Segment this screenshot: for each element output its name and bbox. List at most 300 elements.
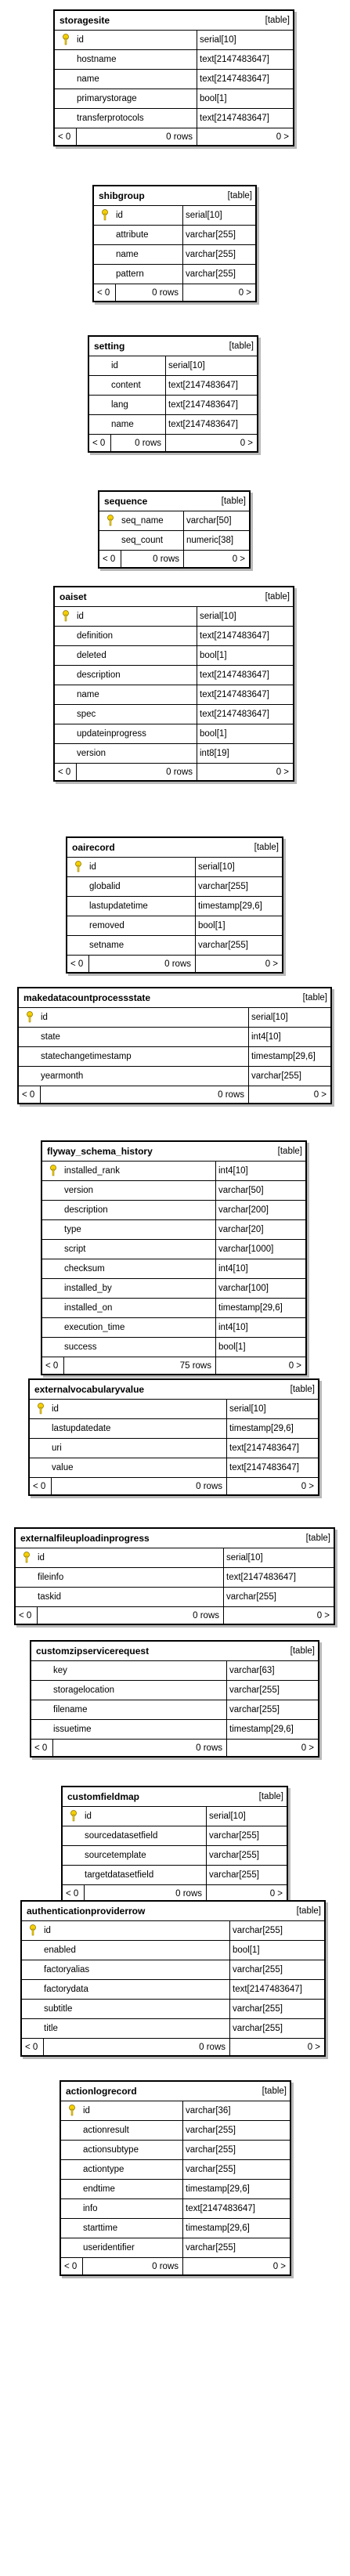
table-box-oairecord[interactable] xyxy=(66,836,283,974)
column-name-text: pattern xyxy=(116,269,144,279)
column-row[interactable] xyxy=(22,2019,324,2039)
column-name-text: globalid xyxy=(89,882,121,891)
column-name xyxy=(16,1588,224,1606)
column-type: text[2147483647] xyxy=(229,1463,299,1472)
prev-page-button[interactable]: < 0 xyxy=(89,435,111,451)
table-box-setting[interactable] xyxy=(88,335,258,453)
column-name xyxy=(99,531,184,550)
column-name xyxy=(67,936,196,955)
table-kind-label: [table] xyxy=(229,341,254,351)
column-name-text: sourcedatasetfield xyxy=(85,1831,158,1841)
column-name xyxy=(42,1162,216,1180)
column-row[interactable] xyxy=(55,724,293,744)
column-row[interactable] xyxy=(89,396,257,415)
column-name xyxy=(55,705,197,724)
column-type: bool[1] xyxy=(198,921,226,930)
primary-key-icon xyxy=(37,1403,45,1414)
column-name xyxy=(22,1941,230,1960)
table-kind-label: [table] xyxy=(265,592,290,602)
column-row[interactable] xyxy=(42,1279,305,1299)
column-name-text: id xyxy=(38,1553,45,1563)
table-box-actionlogrecord[interactable] xyxy=(60,2080,291,2276)
column-row[interactable] xyxy=(55,607,293,627)
row-count: 0 rows xyxy=(111,435,166,451)
column-row[interactable] xyxy=(42,1299,305,1318)
table-name: flyway_schema_history xyxy=(47,1146,153,1157)
column-row[interactable] xyxy=(61,2199,290,2219)
column-row[interactable] xyxy=(94,265,255,284)
table-box-customfieldmap[interactable] xyxy=(61,1786,288,1903)
row-count: 0 rows xyxy=(44,2039,230,2055)
column-type: text[2147483647] xyxy=(200,55,269,64)
table-kind-label: [table] xyxy=(262,2086,287,2096)
column-type: text[2147483647] xyxy=(200,74,269,84)
column-row[interactable] xyxy=(42,1240,305,1259)
table-name: sequence xyxy=(104,496,148,507)
column-row[interactable] xyxy=(55,89,293,109)
column-name xyxy=(89,356,166,375)
column-name xyxy=(94,206,183,225)
column-name-text: updateinprogress xyxy=(77,729,146,739)
column-type: bool[1] xyxy=(200,651,227,660)
column-name-text: id xyxy=(83,2106,90,2115)
column-name xyxy=(63,1846,207,1865)
next-page-button[interactable]: 0 > xyxy=(265,959,278,969)
column-name-text: description xyxy=(64,1205,108,1215)
column-row[interactable] xyxy=(63,1807,287,1826)
column-name xyxy=(31,1661,227,1680)
column-type: varchar[200] xyxy=(218,1205,269,1215)
table-footer xyxy=(94,284,255,301)
row-count: 0 rows xyxy=(38,1607,224,1624)
column-name-text: removed xyxy=(89,921,124,930)
column-name xyxy=(67,877,196,896)
table-header xyxy=(99,492,249,511)
row-count: 0 rows xyxy=(83,2258,183,2274)
column-type: varchar[255] xyxy=(229,1685,280,1695)
table-box-externalfileuploadinprogress[interactable] xyxy=(14,1527,335,1625)
column-name xyxy=(55,50,197,69)
column-type: text[2147483647] xyxy=(186,2204,255,2213)
table-kind-label: [table] xyxy=(227,191,252,201)
prev-page-button[interactable]: < 0 xyxy=(61,2258,83,2274)
column-type: int8[19] xyxy=(200,749,229,758)
column-row[interactable] xyxy=(61,2219,290,2238)
column-row[interactable] xyxy=(42,1181,305,1201)
column-type: varchar[255] xyxy=(233,2004,283,2014)
column-name-text: actionresult xyxy=(83,2126,129,2135)
column-type: varchar[255] xyxy=(251,1071,301,1081)
column-row[interactable] xyxy=(31,1661,318,1681)
column-name-text: name xyxy=(116,250,139,259)
table-box-storagesite[interactable] xyxy=(53,9,294,146)
column-name xyxy=(30,1458,227,1477)
column-type: varchar[255] xyxy=(186,2145,236,2155)
table-name: actionlogrecord xyxy=(66,2086,137,2097)
column-row[interactable] xyxy=(55,685,293,705)
column-name-text: state xyxy=(41,1032,60,1042)
column-type: bool[1] xyxy=(200,729,227,739)
column-name-text: taskid xyxy=(38,1592,62,1602)
column-type: serial[10] xyxy=(226,1553,263,1563)
column-type: text[2147483647] xyxy=(200,710,269,719)
column-name xyxy=(42,1318,216,1337)
column-row[interactable] xyxy=(19,1067,330,1086)
column-row[interactable] xyxy=(94,245,255,265)
table-footer xyxy=(55,128,293,145)
row-count: 0 rows xyxy=(53,1740,227,1756)
column-type: timestamp[29,6] xyxy=(186,2184,250,2194)
column-name-text: filename xyxy=(53,1705,88,1714)
column-name-text: subtitle xyxy=(44,2004,73,2014)
column-name xyxy=(30,1400,227,1418)
column-name-text: id xyxy=(44,1926,51,1935)
column-row[interactable] xyxy=(63,1866,287,1885)
column-type: serial[10] xyxy=(186,211,222,220)
column-name xyxy=(42,1279,216,1298)
column-row[interactable] xyxy=(94,226,255,245)
column-name-text: enabled xyxy=(44,1946,76,1955)
column-name-text: installed_rank xyxy=(64,1166,120,1176)
next-page-button[interactable]: 0 > xyxy=(301,1743,314,1753)
column-type: text[2147483647] xyxy=(200,670,269,680)
column-name xyxy=(31,1700,227,1719)
column-type: varchar[255] xyxy=(186,269,236,279)
column-type: varchar[255] xyxy=(233,1965,283,1974)
column-name-text: setname xyxy=(89,941,124,950)
column-row[interactable] xyxy=(31,1720,318,1740)
column-row[interactable] xyxy=(67,897,282,916)
column-name xyxy=(63,1807,207,1826)
column-name xyxy=(31,1720,227,1739)
column-row[interactable] xyxy=(89,356,257,376)
column-type: varchar[255] xyxy=(209,1870,259,1880)
column-row[interactable] xyxy=(19,1028,330,1047)
table-box-externalvocabularyvalue[interactable] xyxy=(28,1378,319,1496)
table-name: setting xyxy=(94,341,125,352)
column-type: timestamp[29,6] xyxy=(229,1424,294,1433)
column-name xyxy=(16,1548,224,1567)
column-row[interactable] xyxy=(42,1318,305,1338)
column-row[interactable] xyxy=(22,1980,324,2000)
column-type: varchar[255] xyxy=(209,1831,259,1841)
column-row[interactable] xyxy=(16,1548,334,1568)
next-page-button[interactable]: 0 > xyxy=(276,132,289,142)
column-name-text: lastupdatedate xyxy=(52,1424,111,1433)
column-row[interactable] xyxy=(42,1259,305,1279)
column-type: text[2147483647] xyxy=(233,1985,302,1994)
column-name-text: hostname xyxy=(77,55,117,64)
table-box-sequence[interactable] xyxy=(98,490,251,569)
table-box-shibgroup[interactable] xyxy=(92,185,257,302)
column-name-text: id xyxy=(77,35,84,45)
table-name: authenticationproviderrow xyxy=(27,1906,146,1917)
column-name xyxy=(61,2180,183,2198)
column-row[interactable] xyxy=(19,1047,330,1067)
prev-page-button[interactable]: < 0 xyxy=(67,956,89,972)
table-box-oaiset[interactable] xyxy=(53,586,294,782)
column-row[interactable] xyxy=(61,2141,290,2160)
column-name xyxy=(61,2199,183,2218)
column-row[interactable] xyxy=(89,415,257,435)
next-page-button[interactable]: 0 > xyxy=(288,1360,301,1371)
column-name xyxy=(22,2000,230,2018)
column-name xyxy=(30,1419,227,1438)
table-footer xyxy=(19,1086,330,1103)
column-row[interactable] xyxy=(22,2000,324,2019)
column-name-text: description xyxy=(77,670,121,680)
column-type: int4[10] xyxy=(218,1323,248,1332)
table-name: externalvocabularyvalue xyxy=(34,1384,145,1395)
column-type: varchar[255] xyxy=(186,230,236,240)
column-name-text: statechangetimestamp xyxy=(41,1052,132,1061)
column-row[interactable] xyxy=(55,31,293,50)
column-name-text: lastupdatetime xyxy=(89,901,148,911)
table-kind-label: [table] xyxy=(265,16,290,25)
column-type: text[2147483647] xyxy=(200,690,269,699)
prev-page-button[interactable]: < 0 xyxy=(94,284,116,301)
column-type: bool[1] xyxy=(218,1342,246,1352)
column-row[interactable] xyxy=(99,511,249,531)
column-type: int4[10] xyxy=(218,1166,248,1176)
column-type: text[2147483647] xyxy=(226,1573,296,1582)
column-name xyxy=(55,70,197,89)
column-type: varchar[20] xyxy=(218,1225,264,1234)
column-name-text: issuetime xyxy=(53,1725,92,1734)
column-name xyxy=(94,265,183,284)
column-row[interactable] xyxy=(55,70,293,89)
column-name xyxy=(22,1980,230,1999)
column-row[interactable] xyxy=(42,1162,305,1181)
column-name xyxy=(42,1240,216,1259)
column-name xyxy=(67,858,196,876)
column-name xyxy=(55,89,197,108)
table-box-flyway_schema_history[interactable] xyxy=(41,1140,307,1375)
prev-page-button[interactable]: < 0 xyxy=(55,128,77,145)
column-name-text: id xyxy=(89,862,96,872)
column-row[interactable] xyxy=(55,666,293,685)
column-name xyxy=(55,666,197,685)
column-row[interactable] xyxy=(16,1588,334,1607)
column-name-text: seq_name xyxy=(121,516,164,526)
column-name xyxy=(63,1826,207,1845)
column-name xyxy=(89,376,166,395)
column-row[interactable] xyxy=(55,50,293,70)
next-page-button[interactable]: 0 > xyxy=(276,767,289,777)
row-count: 0 rows xyxy=(41,1086,249,1103)
column-row[interactable] xyxy=(30,1458,318,1478)
column-name xyxy=(89,396,166,414)
prev-page-button[interactable]: < 0 xyxy=(19,1086,41,1103)
table-footer xyxy=(99,551,249,567)
column-type: varchar[255] xyxy=(229,1705,280,1714)
table-footer xyxy=(55,764,293,780)
prev-page-button[interactable]: < 0 xyxy=(16,1607,38,1624)
next-page-button[interactable]: 0 > xyxy=(269,1888,283,1899)
column-type: bool[1] xyxy=(233,1946,260,1955)
primary-key-icon xyxy=(106,515,114,526)
column-name-text: type xyxy=(64,1225,81,1234)
table-header xyxy=(42,1142,305,1162)
column-type: text[2147483647] xyxy=(168,381,238,390)
table-name: makedatacountprocessstate xyxy=(23,992,151,1003)
column-row[interactable] xyxy=(42,1338,305,1357)
row-count: 0 rows xyxy=(89,956,196,972)
table-header xyxy=(30,1380,318,1400)
table-header xyxy=(31,1642,318,1661)
column-name-text: id xyxy=(52,1404,59,1414)
table-box-makedatacountprocessstate[interactable] xyxy=(17,987,332,1104)
column-name-text: id xyxy=(116,211,123,220)
column-name xyxy=(67,897,196,916)
column-name xyxy=(42,1201,216,1219)
column-name-text: title xyxy=(44,2024,58,2033)
column-type: serial[10] xyxy=(198,862,235,872)
column-row[interactable] xyxy=(89,376,257,396)
table-header xyxy=(63,1787,287,1807)
primary-key-icon xyxy=(49,1165,57,1176)
next-page-button[interactable]: 0 > xyxy=(232,554,245,564)
next-page-button[interactable]: 0 > xyxy=(316,1610,330,1620)
column-row[interactable] xyxy=(31,1681,318,1700)
prev-page-button[interactable]: < 0 xyxy=(22,2039,44,2055)
column-name xyxy=(55,109,197,128)
column-name-text: installed_by xyxy=(64,1284,112,1293)
column-row[interactable] xyxy=(61,2101,290,2121)
column-name-text: attribute xyxy=(116,230,149,240)
column-row[interactable] xyxy=(22,1941,324,1960)
column-name xyxy=(89,415,166,434)
column-row[interactable] xyxy=(67,877,282,897)
column-type: varchar[100] xyxy=(218,1284,269,1293)
table-name: customzipservicerequest xyxy=(36,1646,150,1657)
table-footer xyxy=(22,2039,324,2055)
next-page-button[interactable]: 0 > xyxy=(238,287,251,298)
column-name-text: actionsubtype xyxy=(83,2145,139,2155)
column-row[interactable] xyxy=(55,646,293,666)
prev-page-button[interactable]: < 0 xyxy=(42,1357,64,1374)
column-row[interactable] xyxy=(22,1921,324,1941)
column-row[interactable] xyxy=(67,858,282,877)
table-footer xyxy=(16,1607,334,1624)
column-type: serial[10] xyxy=(168,361,205,370)
column-row[interactable] xyxy=(30,1439,318,1458)
column-type: timestamp[29,6] xyxy=(229,1725,294,1734)
column-row[interactable] xyxy=(16,1568,334,1588)
table-box-customzipservicerequest[interactable] xyxy=(30,1640,319,1758)
prev-page-button[interactable]: < 0 xyxy=(99,551,121,567)
next-page-button[interactable]: 0 > xyxy=(307,2042,320,2052)
column-name xyxy=(19,1067,249,1086)
column-row[interactable] xyxy=(61,2180,290,2199)
column-row[interactable] xyxy=(61,2160,290,2180)
column-name-text: id xyxy=(111,361,118,370)
column-name-text: factorydata xyxy=(44,1985,88,1994)
column-name xyxy=(22,2019,230,2038)
table-kind-label: [table] xyxy=(290,1646,315,1656)
table-kind-label: [table] xyxy=(296,1906,321,1916)
column-type: serial[10] xyxy=(229,1404,266,1414)
primary-key-icon xyxy=(23,1552,31,1563)
column-type: varchar[50] xyxy=(186,516,232,526)
column-name-text: id xyxy=(85,1812,92,1821)
column-type: varchar[255] xyxy=(198,941,248,950)
column-type: text[2147483647] xyxy=(229,1443,299,1453)
column-row[interactable] xyxy=(67,916,282,936)
column-type: varchar[1000] xyxy=(218,1245,274,1254)
table-footer xyxy=(67,956,282,972)
table-footer xyxy=(30,1478,318,1494)
table-header xyxy=(16,1529,334,1548)
column-row[interactable] xyxy=(63,1846,287,1866)
table-header xyxy=(67,838,282,858)
table-name: oaiset xyxy=(60,591,87,602)
column-name-text: name xyxy=(77,74,99,84)
column-row[interactable] xyxy=(94,206,255,226)
column-row[interactable] xyxy=(42,1201,305,1220)
next-page-button[interactable]: 0 > xyxy=(240,438,253,448)
column-type: varchar[63] xyxy=(229,1666,275,1675)
column-name xyxy=(42,1338,216,1357)
next-page-button[interactable]: 0 > xyxy=(301,1481,314,1491)
column-type: varchar[255] xyxy=(198,882,248,891)
table-kind-label: [table] xyxy=(254,843,279,852)
table-box-authenticationproviderrow[interactable] xyxy=(20,1900,326,2057)
column-name-text: info xyxy=(83,2204,98,2213)
prev-page-button[interactable]: < 0 xyxy=(31,1740,53,1756)
table-name: customfieldmap xyxy=(67,1791,140,1802)
table-name: storagesite xyxy=(60,15,110,26)
next-page-button[interactable]: 0 > xyxy=(313,1089,327,1100)
column-name xyxy=(61,2238,183,2257)
table-kind-label: [table] xyxy=(258,1792,283,1801)
column-row[interactable] xyxy=(30,1419,318,1439)
column-row[interactable] xyxy=(99,531,249,551)
column-row[interactable] xyxy=(22,1960,324,1980)
primary-key-icon xyxy=(68,2105,76,2116)
column-name-text: storagelocation xyxy=(53,1685,114,1695)
column-row[interactable] xyxy=(19,1008,330,1028)
column-name-text: key xyxy=(53,1666,67,1675)
column-row[interactable] xyxy=(55,627,293,646)
column-row[interactable] xyxy=(42,1220,305,1240)
column-row[interactable] xyxy=(55,705,293,724)
column-row[interactable] xyxy=(63,1826,287,1846)
table-header xyxy=(55,11,293,31)
column-row[interactable] xyxy=(67,936,282,956)
column-type: varchar[255] xyxy=(186,2165,236,2174)
column-name-text: yearmonth xyxy=(41,1071,84,1081)
column-name-text: execution_time xyxy=(64,1323,125,1332)
column-row[interactable] xyxy=(55,109,293,128)
next-page-button[interactable]: 0 > xyxy=(272,2261,286,2271)
prev-page-button[interactable]: < 0 xyxy=(30,1478,52,1494)
prev-page-button[interactable]: < 0 xyxy=(63,1885,85,1902)
column-row[interactable] xyxy=(31,1700,318,1720)
column-type: varchar[255] xyxy=(186,2243,236,2253)
primary-key-icon xyxy=(26,1011,34,1023)
column-row[interactable] xyxy=(61,2121,290,2141)
column-name xyxy=(19,1028,249,1046)
column-name xyxy=(61,2219,183,2238)
column-name xyxy=(94,226,183,244)
column-name-text: targetdatasetfield xyxy=(85,1870,154,1880)
column-name-text: name xyxy=(77,690,99,699)
prev-page-button[interactable]: < 0 xyxy=(55,764,77,780)
column-row[interactable] xyxy=(30,1400,318,1419)
column-row[interactable] xyxy=(55,744,293,764)
column-row[interactable] xyxy=(61,2238,290,2258)
